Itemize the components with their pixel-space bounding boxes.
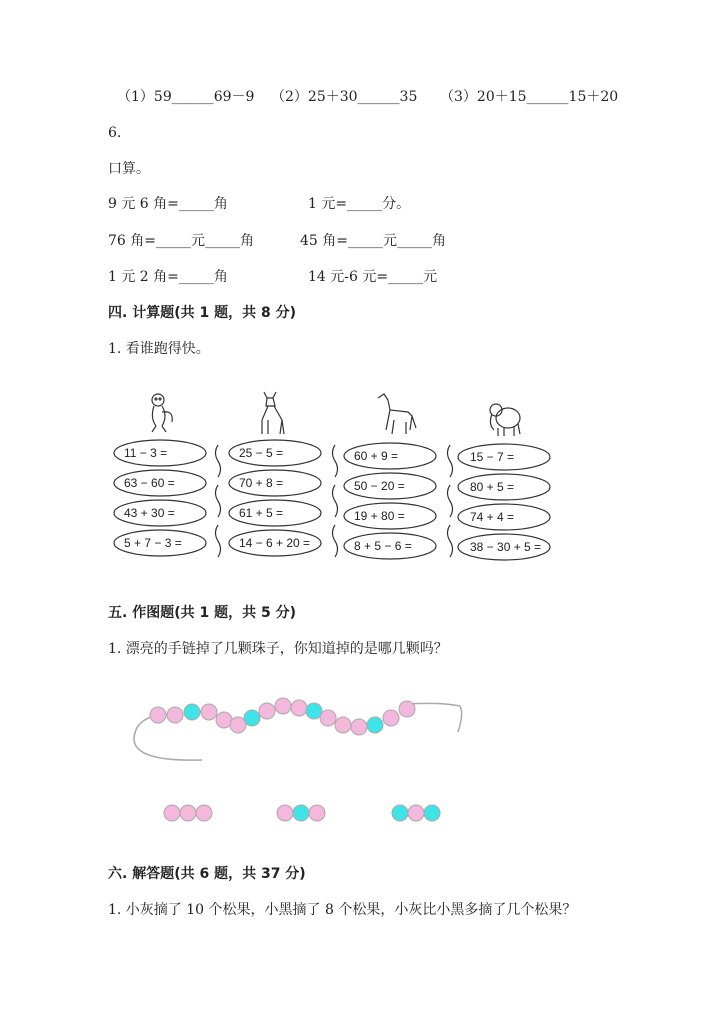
- pink-bead: [291, 700, 307, 716]
- mental-math-item: 1 元 2 角=_____角: [108, 269, 228, 285]
- option-b-cyan-bead: [293, 805, 309, 821]
- pink-bead: [230, 717, 246, 733]
- cyan-bead: [367, 717, 383, 733]
- pink-bead: [351, 719, 367, 735]
- bracelet-figure: [120, 680, 480, 840]
- deer-icon: [262, 392, 284, 434]
- equation: 38 − 30 + 5 =: [470, 540, 542, 554]
- equation: 70 + 8 =: [239, 476, 284, 490]
- compare-question-3: （3）20＋15______15＋20: [440, 89, 619, 105]
- section-6-question: 1. 小灰摘了 10 个松果，小黑摘了 8 个松果，小灰比小黑多摘了几个松果？: [108, 902, 577, 918]
- equation: 63 − 60 =: [124, 476, 175, 490]
- mental-math-instruction: 口算。: [108, 161, 150, 177]
- pink-bead: [259, 703, 275, 719]
- section-6-heading: 六. 解答题(共 6 题，共 37 分): [108, 866, 306, 882]
- equation: 5 + 7 − 3 =: [124, 536, 182, 550]
- option-a-pink-bead: [164, 805, 180, 821]
- section-4-heading: 四. 计算题(共 1 题，共 8 分): [108, 305, 296, 321]
- cyan-bead: [244, 710, 260, 726]
- mental-math-item: 45 角=_____元_____角: [300, 233, 446, 249]
- option-a-pink-bead: [180, 805, 196, 821]
- equation: 60 + 9 =: [354, 449, 399, 463]
- question-number-6: 6.: [108, 125, 122, 141]
- horse-icon: [378, 394, 416, 434]
- option-b-pink-bead: [309, 805, 325, 821]
- equation: 8 + 5 − 6 =: [354, 539, 412, 553]
- pink-bead: [399, 701, 415, 717]
- mental-math-item: 1 元=_____分。: [308, 196, 411, 212]
- pink-bead: [275, 698, 291, 714]
- option-c-cyan-bead: [424, 805, 440, 821]
- option-c-pink-bead: [408, 805, 424, 821]
- section-4-question: 1. 看谁跑得快。: [108, 341, 210, 357]
- option-b-pink-bead: [277, 805, 293, 821]
- equation: 50 − 20 =: [354, 479, 405, 493]
- monkey-icon: [152, 394, 172, 432]
- equation: 19 + 80 =: [354, 509, 405, 523]
- compare-question-1: （1）59______69－9: [117, 89, 255, 105]
- equation: 80 + 5 =: [470, 480, 515, 494]
- compare-question-2: （2）25＋30______35: [271, 89, 418, 105]
- cyan-bead: [306, 703, 322, 719]
- mental-math-item: 9 元 6 角=_____角: [108, 196, 228, 212]
- section-5-heading: 五. 作图题(共 1 题，共 5 分): [108, 605, 296, 621]
- equation: 43 + 30 =: [124, 506, 175, 520]
- equation: 11 − 3 =: [124, 446, 168, 460]
- option-a-pink-bead: [196, 805, 212, 821]
- equation: 25 − 5 =: [239, 446, 284, 460]
- pink-bead: [201, 704, 217, 720]
- option-c-cyan-bead: [392, 805, 408, 821]
- pink-bead: [383, 710, 399, 726]
- pink-bead: [150, 707, 166, 723]
- cyan-bead: [184, 704, 200, 720]
- race-exercise-figure: [110, 390, 560, 565]
- pink-bead: [320, 710, 336, 726]
- elephant-icon: [490, 404, 520, 436]
- equation: 74 + 4 =: [470, 510, 515, 524]
- equation: 14 − 6 + 20 =: [239, 536, 311, 550]
- pink-bead: [167, 707, 183, 723]
- pink-bead: [335, 717, 351, 733]
- equation: 15 − 7 =: [470, 450, 515, 464]
- mental-math-item: 76 角=_____元_____角: [108, 233, 254, 249]
- section-5-question: 1. 漂亮的手链掉了几颗珠子，你知道掉的是哪几颗吗？: [108, 641, 448, 657]
- equation: 61 + 5 =: [239, 506, 284, 520]
- mental-math-item: 14 元-6 元=_____元: [308, 269, 438, 285]
